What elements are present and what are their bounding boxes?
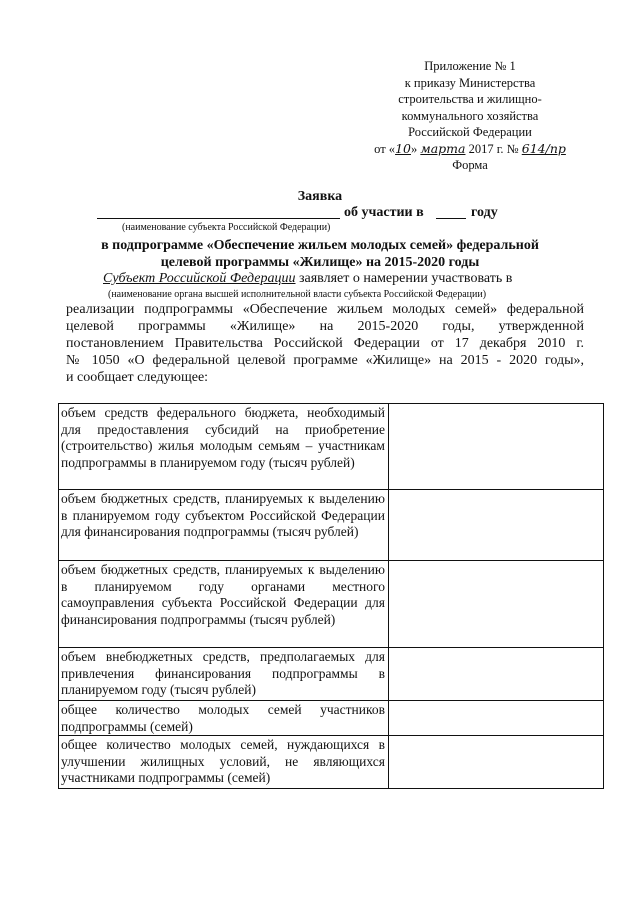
row-value-cell[interactable] [388, 404, 603, 490]
row-label: объем бюджетных средств, планируемых к выделению в планируемом году органами местного самоуправления субъекта Российской Федерации для финансирования подпрограммы (тысяч рублей) [59, 561, 389, 648]
appendix-line: Российской Федерации [408, 125, 532, 139]
row-label: общее количество молодых семей участников подпрограммы (семей) [59, 701, 389, 736]
body-line: постановлением Правительства Российской Федерации от 17 декабря 2010 г. [66, 336, 584, 351]
row-label: объем средств федерального бюджета, необходимый для предоставления субсидий на приобретение (строительство) жилья молодым семьям – участникам подпрограммы в планируемом году (тысяч рублей) [59, 404, 389, 490]
row-label: объем внебюджетных средств, предполагаемых для привлечения финансирования подпрограммы в планируемом году (тысяч рублей) [59, 648, 389, 701]
table-row [59, 701, 604, 736]
row-value-cell[interactable] [388, 736, 603, 789]
declares-text: заявляет о намерении участвовать в [299, 271, 513, 286]
order-year: 2017 г. № [468, 141, 519, 156]
form-label: Форма [452, 158, 488, 172]
year-suffix: году [471, 205, 498, 220]
body-line: целевой программы «Жилище» на 2015-2020 годы, утвержденной [66, 319, 584, 334]
body-line: реализации подпрограммы «Обеспечение жильем молодых семей» федеральной [66, 302, 584, 317]
row-value-cell[interactable] [388, 648, 603, 701]
subject-caption: (наименование субъекта Российской Федерации) [122, 222, 331, 233]
subject-name: Субъект Российской Федерации [103, 271, 296, 286]
appendix-line: к приказу Министерства [404, 75, 536, 90]
row-value-cell[interactable] [388, 701, 603, 736]
subprogram-line-1: в подпрограмме «Обеспечение жильем молодых семей» федеральной [101, 238, 539, 253]
order-prefix: от « [374, 141, 396, 156]
subject-blank-line [97, 204, 340, 219]
participation-text: об участии в [344, 205, 424, 220]
order-reference [360, 141, 580, 158]
table-row [59, 648, 604, 701]
order-number: 614/пр [521, 140, 566, 156]
table-row [59, 561, 604, 648]
order-mid: » [410, 141, 418, 156]
appendix-header [360, 58, 580, 174]
subprogram-line-2: целевой программы «Жилище» на 2015-2020 годы [160, 255, 480, 270]
body-line: и сообщает следующее: [66, 370, 209, 385]
order-month: марта [420, 140, 466, 156]
appendix-line: коммунального хозяйства [401, 108, 539, 123]
appendix-line: Приложение № 1 [424, 59, 516, 73]
row-label: объем бюджетных средств, планируемых к выделению в планируемом году субъектом Российской Федерации для финансирования подпрограммы (тысяч рублей) [59, 490, 389, 561]
page-title: Заявка [297, 189, 343, 204]
application-table [58, 403, 604, 789]
appendix-line: строительства и жилищно- [398, 92, 542, 106]
table-row [59, 404, 604, 490]
row-label: общее количество молодых семей, нуждающихся в улучшении жилищных условий, не являющихся участниками подпрограммы (семей) [59, 736, 389, 789]
order-day: 10 [395, 140, 411, 156]
year-blank-line [436, 204, 466, 219]
row-value-cell[interactable] [388, 561, 603, 648]
body-line: № 1050 «О федеральной целевой программе «Жилище» на 2015 - 2020 годы», [66, 353, 584, 368]
row-value-cell[interactable] [388, 490, 603, 561]
table-row [59, 736, 604, 789]
authority-caption: (наименование органа высшей исполнительной власти субъекта Российской Федерации) [108, 289, 487, 300]
declaration-line [103, 271, 512, 287]
table-row [59, 490, 604, 561]
